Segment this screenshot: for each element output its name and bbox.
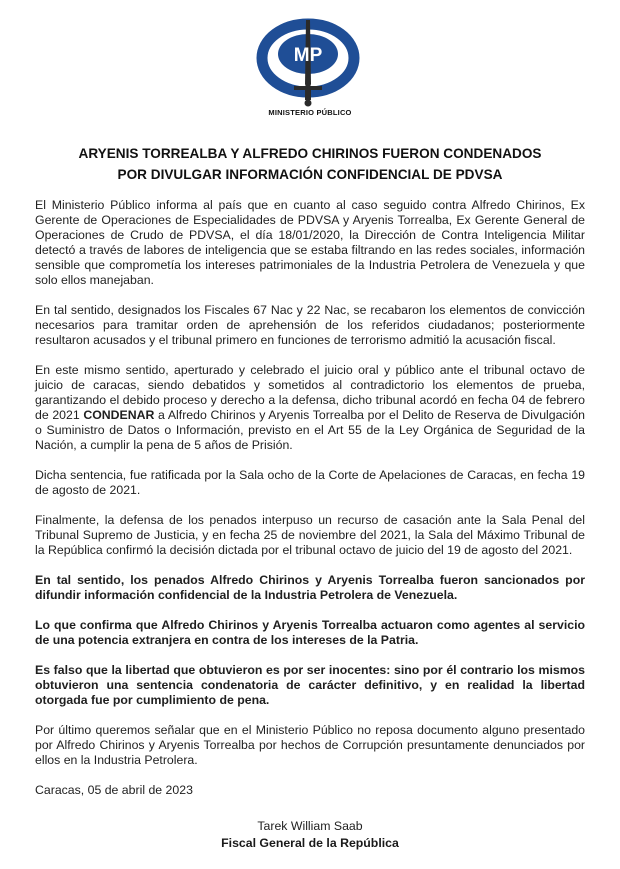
paragraph-1: El Ministerio Público informa al país que en cuanto al caso seguido contra Alfredo Chirinos, Ex Gerente de Operaciones de Especialidades de PDVSA y Aryenis Torrealba, Ex Gerente General de Operaciones de Crudo de PDVSA, el día 18/01/2020, la Dirección de Contra Inteligencia Militar detectó a través de labores de inteligencia que se estaba filtrando en las redes sociales, información sensible que comprometía los intereses patrimoniales de la Industria Petrolera de Venezuela y que solo ellos manejaban. <box>35 198 585 287</box>
paragraph-5: Finalmente, la defensa de los penados interpuso un recurso de casación ante la Sala Penal del Tribunal Supremo de Justicia, y en fecha 25 de noviembre del 2021, la Sala del Máximo Tribunal de la República confirmó la decisión dictada por el tribunal octavo de juicio del 19 de agosto del 2021. <box>35 513 585 557</box>
ministerio-publico-logo <box>250 14 370 122</box>
paragraph-6: En tal sentido, los penados Alfredo Chirinos y Aryenis Torrealba fueron sancionados por difundir información confidencial de la Industria Petrolera de Venezuela. <box>35 573 585 602</box>
paragraph-9: Por último queremos señalar que en el Ministerio Público no reposa documento alguno presentado por Alfredo Chirinos y Aryenis Torrealba por hechos de Corrupción presuntamente denunciados por ellos en la Industria Petrolera. <box>35 723 585 767</box>
mp-emblem-icon <box>250 14 370 110</box>
paragraph-2: En tal sentido, designados los Fiscales 67 Nac y 22 Nac, se recabaron los elementos de convicción necesarios para tramitar orden de aprehensión de los referidos ciudadanos; posteriormente resultaron acusados y el tribunal primero en funciones de terrorismo admitió la acusación fiscal. <box>35 303 585 347</box>
logo-letters: MP <box>293 45 323 66</box>
title-line-2: POR DIVULGAR INFORMACIÓN CONFIDENCIAL DE PDVSA <box>117 167 503 182</box>
paragraph-8: Es falso que la libertad que obtuvieron es por ser inocentes: sino por él contrario los mismos obtuvieron una sentencia condenatoria de carácter definitivo, y en realidad la libertad otorgada fue por cumplimiento de pena. <box>35 663 585 707</box>
page-title <box>36 143 584 185</box>
signatory-role: Fiscal General de la República <box>221 836 399 850</box>
paragraph-4: Dicha sentencia, fue ratificada por la Sala ocho de la Corte de Apelaciones de Caracas, en fecha 19 de agosto de 2021. <box>35 468 585 497</box>
paragraph-3-start: En este mismo sentido, aperturado y celebrado el juicio oral y público ante el tribunal octavo de juicio de caracas, siendo debatidos y sometidos al contradictorio los elementos de prueba, garantizando el debido proceso y derecho a la defensa, dicho tribunal acordó en fecha 04 de febrero de 2021 <box>35 363 585 422</box>
document-date: Caracas, 05 de abril de 2023 <box>35 783 193 797</box>
paragraph-3 <box>35 363 585 453</box>
paragraph-3-end: a Alfredo Chirinos y Aryenis Torrealba por el Delito de Reserva de Divulgación o Suministro de Datos o Información, previsto en el Art 55 de la Ley Orgánica de Seguridad de la Nación, a cumplir la pena de 5 años de Prisión. <box>35 408 585 452</box>
signatory-name: Tarek William Saab <box>257 819 363 833</box>
signature-block <box>200 818 420 852</box>
logo-caption: MINISTERIO PÚBLICO <box>268 108 352 117</box>
title-line-1: ARYENIS TORREALBA Y ALFREDO CHIRINOS FUERON CONDENADOS <box>78 146 542 161</box>
document-body <box>35 198 585 813</box>
paragraph-3-bold: CONDENAR <box>83 408 155 422</box>
paragraph-7: Lo que confirma que Alfredo Chirinos y Aryenis Torrealba actuaron como agentes al servicio de una potencia extranjera en contra de los intereses de la Patria. <box>35 618 585 647</box>
